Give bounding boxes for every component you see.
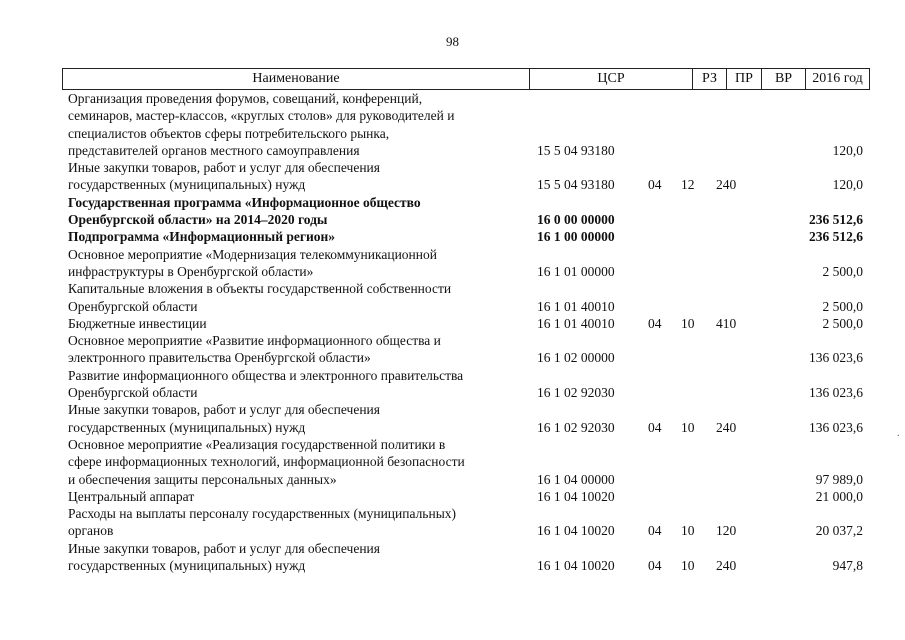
table-row	[0, 194, 905, 229]
row-name: Развитие информационного общества и электронного правительства Оренбургской области	[68, 367, 464, 401]
table-row	[0, 315, 905, 332]
row-rz: 04	[648, 523, 662, 539]
row-name: Основное мероприятие «Модернизация телекоммуникационной инфраструктуры в Оренбургской области»	[68, 246, 437, 279]
row-csr: 15 5 04 93180	[537, 142, 615, 158]
table-row	[0, 90, 905, 159]
table-row	[0, 367, 905, 402]
row-name: Расходы на выплаты персоналу государственных (муниципальных) органов	[68, 506, 457, 539]
table-header	[62, 68, 870, 90]
row-vr: 410	[716, 315, 737, 331]
header-pr: ПР	[727, 69, 762, 89]
row-csr: 16 1 02 00000	[537, 350, 615, 366]
row-csr: 16 1 01 00000	[537, 263, 615, 279]
row-amount: 120,0	[832, 142, 863, 158]
row-pr: 12	[681, 177, 695, 193]
header-csr: ЦСР	[530, 69, 693, 89]
row-csr: 16 1 02 92030	[537, 419, 615, 435]
row-name: Организация проведения форумов, совещаний, конференций, семинаров, мастер-классов, «круглых столов» для руководителей и специалистов объектов сферы потребительского рынка, представителей органов местного самоуправления	[68, 91, 455, 158]
row-vr: 120	[716, 523, 737, 539]
row-amount: 136 023,6	[809, 419, 863, 435]
row-name: Основное мероприятие «Реализация государственной политики в сфере информационных технологий, информационной безопасности и обеспечения защиты персональных данных»	[68, 436, 465, 487]
row-amount: 97 989,0	[815, 471, 863, 487]
row-rz: 04	[648, 177, 662, 193]
table-row	[0, 228, 905, 245]
row-name: Центральный аппарат	[68, 488, 195, 504]
row-amount: 2 500,0	[822, 263, 863, 279]
row-amount: 136 023,6	[809, 350, 863, 366]
table-row	[0, 246, 905, 281]
row-amount: 2 500,0	[822, 315, 863, 331]
row-name: Подпрограмма «Информационный регион»	[68, 229, 336, 245]
row-name: Бюджетные инвестиции	[68, 315, 207, 331]
header-rz: РЗ	[693, 69, 727, 89]
row-name: Капитальные вложения в объекты государственной собственности Оренбургской области	[68, 281, 452, 314]
row-csr: 16 1 04 10020	[537, 558, 615, 574]
row-rz: 04	[648, 315, 662, 331]
row-vr: 240	[716, 419, 737, 435]
scan-mark: .	[897, 428, 900, 439]
row-rz: 04	[648, 419, 662, 435]
table-row	[0, 280, 905, 315]
row-name: Государственная программа «Информационное общество Оренбургской области» на 2014–2020 годы	[68, 194, 421, 228]
header-year: 2016 год	[812, 71, 863, 86]
row-csr: 16 1 00 00000	[537, 229, 615, 245]
table-row	[0, 401, 905, 436]
row-csr: 15 5 04 93180	[537, 177, 615, 193]
row-csr: 16 1 04 00000	[537, 471, 615, 487]
header-vr: ВР	[762, 69, 806, 89]
row-amount: 236 512,6	[809, 229, 863, 245]
row-amount: 2 500,0	[822, 298, 863, 314]
row-amount: 136 023,6	[809, 385, 863, 401]
table-row	[0, 505, 905, 540]
row-csr: 16 1 04 10020	[537, 523, 615, 539]
table-row	[0, 159, 905, 194]
row-csr: 16 0 00 00000	[537, 212, 615, 228]
row-name: Иные закупки товаров, работ и услуг для обеспечения государственных (муниципальных) нужд	[68, 540, 380, 574]
row-csr: 16 1 01 40010	[537, 315, 615, 331]
table-row	[0, 436, 905, 488]
row-csr: 16 1 02 92030	[537, 385, 615, 401]
row-vr: 240	[716, 177, 737, 193]
row-amount: 120,0	[832, 177, 863, 193]
row-name: Иные закупки товаров, работ и услуг для обеспечения государственных (муниципальных) нужд	[68, 160, 380, 193]
row-pr: 10	[681, 419, 695, 435]
row-amount: 947,8	[832, 558, 863, 574]
row-amount: 236 512,6	[809, 212, 863, 228]
row-vr: 240	[716, 558, 737, 574]
table-row	[0, 332, 905, 367]
row-pr: 10	[681, 523, 695, 539]
row-name: Иные закупки товаров, работ и услуг для обеспечения государственных (муниципальных) нужд	[68, 402, 380, 435]
header-name: Наименование	[63, 69, 530, 89]
table-body	[0, 90, 905, 574]
row-rz: 04	[648, 558, 662, 574]
row-csr: 16 1 01 40010	[537, 298, 615, 314]
row-pr: 10	[681, 315, 695, 331]
table-row	[0, 488, 905, 505]
page-number: 98	[446, 34, 459, 49]
row-pr: 10	[681, 558, 695, 574]
row-csr: 16 1 04 10020	[537, 488, 615, 504]
row-amount: 20 037,2	[815, 523, 863, 539]
row-name: Основное мероприятие «Развитие информационного общества и электронного правительства Оренбургской области»	[68, 333, 441, 366]
row-amount: 21 000,0	[815, 488, 863, 504]
table-row	[0, 540, 905, 575]
